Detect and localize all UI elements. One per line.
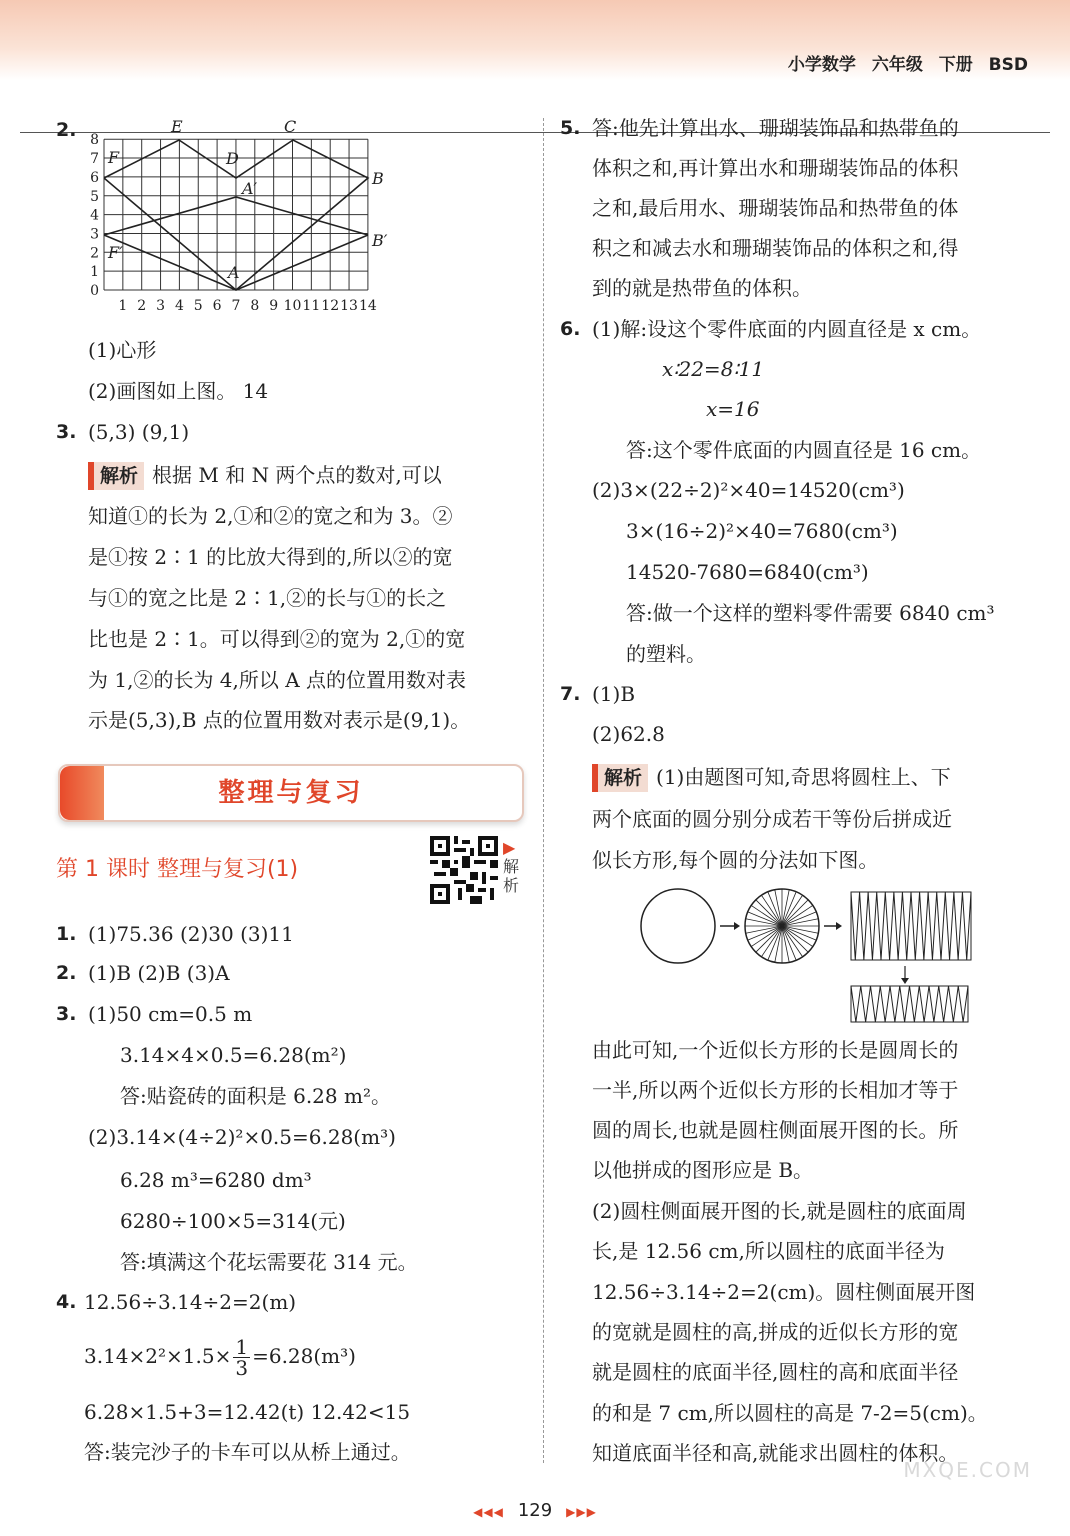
q7-line-1: (2)62.8 (592, 722, 665, 746)
analysis-text-0: 根据 M 和 N 两个点的数对,可以 (152, 463, 442, 487)
r3-line-0: (1)50 cm=0.5 m (88, 1002, 253, 1026)
x-tick: 9 (269, 298, 279, 314)
x-tick: 6 (212, 298, 222, 314)
q3-number: 3. (56, 421, 77, 443)
r2-number: 2. (56, 962, 77, 984)
label-b-prime: B′ (372, 231, 388, 250)
r3-line-3: (2)3.14×(4÷2)²×0.5=6.28(m³) (88, 1125, 396, 1149)
y-tick: 0 (90, 283, 99, 299)
r-analysis1-0: (1)由题图可知,奇思将圆柱上、下 (656, 765, 951, 789)
q6-number: 6. (560, 318, 581, 340)
r-analysis1-2: 似长方形,每个圆的分法如下图。 (592, 848, 879, 872)
approx-rectangle-b (851, 986, 968, 1022)
label-a: A (228, 263, 240, 282)
play-icon: ▶ (503, 838, 516, 857)
r4-number: 4. (56, 1291, 77, 1313)
q6-line-4: (2)3×(22÷2)²×40=14520(cm³) (592, 478, 905, 502)
x-tick: 10 (283, 298, 302, 314)
y-tick: 3 (90, 226, 99, 243)
label-b: B (372, 169, 384, 188)
q6-line-6: 14520-7680=6840(cm³) (626, 560, 869, 584)
fraction-denominator: 3 (235, 1356, 249, 1380)
q2-answer-1: (1)心形 (88, 338, 157, 362)
r-analysis2-1: 一半,所以两个近似长方形的长相加才等于 (592, 1078, 959, 1102)
y-tick: 6 (90, 169, 99, 186)
analysis-text-2: 是①按 2∶1 的比放大得到的,所以②的宽 (88, 545, 453, 569)
section-banner (58, 764, 524, 822)
r-analysis2-10: 知道底面半径和高,就能求出圆柱的体积。 (592, 1441, 959, 1465)
x-tick: 3 (156, 298, 166, 314)
q3-answer: (5,3) (9,1) (88, 420, 190, 444)
r-analysis2-5: 长,是 12.56 cm,所以圆柱的底面半径为 (592, 1239, 945, 1263)
q5-line-2: 之和,最后用水、珊瑚装饰品和热带鱼的体 (592, 196, 959, 220)
r3-line-4: 6.28 m³=6280 dm³ (120, 1168, 312, 1192)
analysis-text-1: 知道①的长为 2,①和②的宽之和为 3。② (88, 504, 453, 528)
x-tick: 13 (340, 298, 358, 314)
label-f-prime: F′ (108, 243, 123, 262)
watermark: MXQE.COM (903, 1458, 1032, 1482)
page-number: 129 (517, 1500, 553, 1521)
r1-number: 1. (56, 923, 77, 945)
x-tick: 2 (137, 298, 147, 314)
qr-label-text: 解析 (503, 857, 520, 895)
r-analysis-line (592, 757, 951, 797)
r1-answer: (1)75.36 (2)30 (3)11 (88, 922, 294, 946)
arrow-down-icon (901, 978, 909, 984)
r-analysis-tag: 解析 (592, 764, 648, 792)
page-footer (0, 1500, 1070, 1521)
r4-line-2 (84, 1336, 356, 1378)
analysis-text-3: 与①的宽之比是 2∶1,②的长与①的长之 (88, 586, 447, 610)
y-tick: 1 (90, 264, 99, 281)
header-title: 小学数学 六年级 下册 BSD (787, 55, 1028, 75)
y-tick: 2 (90, 245, 99, 262)
lesson-title: 第 1 课时 整理与复习(1) (56, 857, 299, 882)
section-title: 整理与复习 (218, 778, 364, 808)
x-tick: 1 (118, 298, 128, 314)
y-tick: 5 (90, 188, 99, 205)
q6-line-8: 的塑料。 (626, 642, 706, 666)
q6-line-2: x=16 (706, 397, 760, 421)
r2-answer: (1)B (2)B (3)A (88, 961, 230, 985)
analysis-text-6: 示是(5,3),B 点的位置用数对表示是(9,1)。 (88, 708, 471, 732)
x-tick: 7 (231, 298, 241, 314)
q5-number: 5. (560, 117, 581, 139)
arrow-icon-2 (836, 922, 842, 930)
approx-rectangle-a (851, 892, 971, 960)
r4-line-2b: =6.28(m³) (252, 1344, 356, 1368)
r-analysis2-0: 由此可知,一个近似长方形的长是圆周长的 (592, 1038, 959, 1062)
r-analysis2-6: 12.56÷3.14÷2=2(cm)。圆柱侧面展开图 (592, 1280, 976, 1304)
r3-line-1: 3.14×4×0.5=6.28(m²) (120, 1043, 347, 1067)
y-tick: 7 (90, 151, 99, 168)
plain-circle (641, 889, 715, 963)
x-tick: 14 (358, 298, 377, 314)
qr-code[interactable] (430, 836, 498, 904)
q5-line-4: 到的就是热带鱼的体积。 (592, 276, 812, 300)
analysis-text-5: 为 1,②的长为 4,所以 A 点的位置用数对表 (88, 668, 467, 692)
q6-line-3: 答:这个零件底面的内圆直径是 16 cm。 (626, 438, 982, 462)
r-analysis2-3: 以他拼成的图形应是 B。 (592, 1158, 814, 1182)
x-tick: 8 (250, 298, 260, 314)
r-analysis2-2: 圆的周长,也就是圆柱侧面展开图的长。所 (592, 1118, 959, 1142)
circle-division-diagram (636, 884, 976, 1026)
analysis-text-4: 比也是 2∶1。可以得到②的宽为 2,①的宽 (88, 627, 466, 651)
x-tick: 12 (321, 298, 340, 314)
label-d: D (226, 149, 239, 168)
r4-line-2a: 3.14×2²×1.5× (84, 1344, 232, 1368)
r-analysis2-7: 的宽就是圆柱的高,拼成的近似长方形的宽 (592, 1320, 959, 1344)
fraction-one-third (233, 1337, 250, 1378)
q6-line-1: x∶22=8∶11 (662, 357, 765, 381)
y-tick: 8 (90, 132, 99, 149)
qr-label (503, 838, 521, 895)
arrow-icon (734, 922, 740, 930)
column-divider (543, 118, 544, 1463)
label-f: F (108, 148, 120, 167)
r4-line-1: 12.56÷3.14÷2=2(m) (84, 1290, 297, 1314)
q5-line-3: 积之和减去水和珊瑚装饰品的体积之和,得 (592, 236, 959, 260)
next-arrows-icon[interactable]: ▶▶▶ (566, 1505, 597, 1519)
q2-number: 2. (56, 119, 77, 141)
analysis-line (88, 455, 442, 495)
r-analysis2-9: 的和是 7 cm,所以圆柱的高是 7-2=5(cm)。 (592, 1401, 988, 1425)
r-analysis1-1: 两个底面的圆分别分成若干等份后拼成近 (592, 807, 952, 831)
r-analysis2-4: (2)圆柱侧面展开图的长,就是圆柱的底面周 (592, 1199, 967, 1223)
label-e: E (171, 117, 183, 136)
r3-number: 3. (56, 1003, 77, 1025)
label-a-prime: A′ (242, 179, 258, 198)
r3-line-2: 答:贴瓷砖的面积是 6.28 m²。 (120, 1084, 391, 1108)
q6-line-0: (1)解:设这个零件底面的内圆直径是 x cm。 (592, 317, 982, 341)
coordinate-graph (80, 117, 388, 318)
r3-line-5: 6280÷100×5=314(元) (120, 1209, 346, 1233)
r4-line-4: 答:装完沙子的卡车可以从桥上通过。 (84, 1440, 411, 1464)
y-tick: 4 (90, 207, 99, 224)
q6-line-7: 答:做一个这样的塑料零件需要 6840 cm³ (626, 601, 995, 625)
x-tick: 11 (302, 298, 321, 314)
q7-line-0: (1)B (592, 682, 636, 706)
x-tick: 4 (174, 298, 184, 314)
r-analysis2-8: 就是圆柱的底面半径,圆柱的高和底面半径 (592, 1360, 959, 1384)
q6-line-5: 3×(16÷2)²×40=7680(cm³) (626, 519, 898, 543)
analysis-tag: 解析 (88, 462, 144, 490)
r3-line-6: 答:填满这个花坛需要花 314 元。 (120, 1250, 418, 1274)
prev-arrows-icon[interactable]: ◀◀◀ (473, 1505, 504, 1519)
q5-line-0: 答:他先计算出水、珊瑚装饰品和热带鱼的 (592, 116, 959, 140)
fraction-numerator: 1 (235, 1335, 249, 1359)
x-tick: 5 (193, 298, 203, 314)
q5-line-1: 体积之和,再计算出水和珊瑚装饰品的体积 (592, 156, 959, 180)
label-c: C (284, 117, 297, 136)
r4-line-3: 6.28×1.5+3=12.42(t) 12.42<15 (84, 1400, 411, 1424)
q7-number: 7. (560, 683, 581, 705)
q2-answer-2: (2)画图如上图。 14 (88, 379, 269, 403)
